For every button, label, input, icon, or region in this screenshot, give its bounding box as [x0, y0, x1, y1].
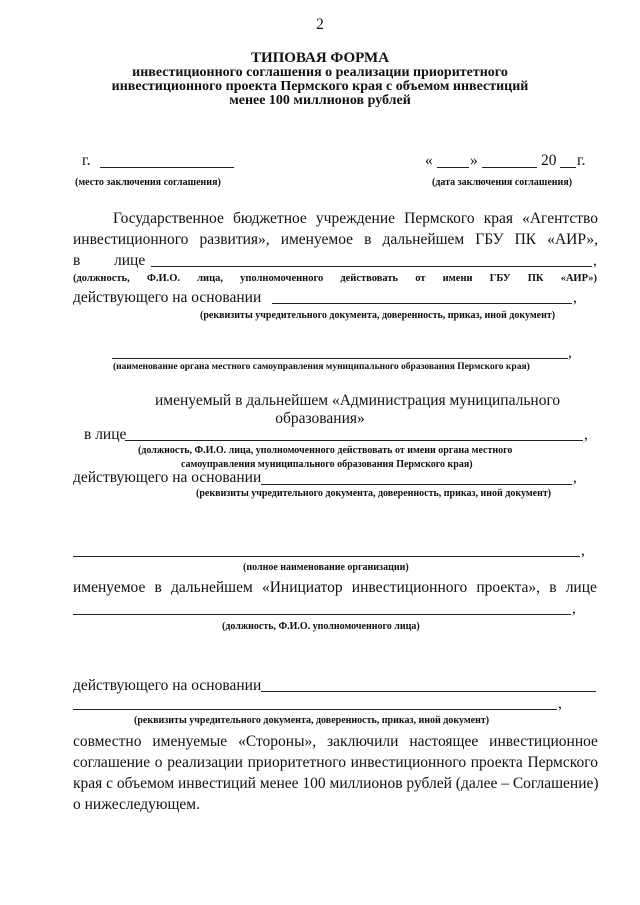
basis-caption: (реквизиты учредительного документа, доверенность, приказ, иной документ): [196, 488, 552, 499]
date-caption: (дата заключения соглашения): [432, 177, 573, 188]
date-quote-open: «: [425, 152, 433, 169]
word: настоящее: [409, 733, 479, 750]
place-caption: (место заключения соглашения): [75, 177, 221, 188]
word: инвестиционное: [489, 733, 598, 750]
word: именуемое: [280, 231, 354, 248]
basis-caption: (реквизиты учредительного документа, доверенность, приказ, иной документ): [200, 310, 556, 321]
word: учреждение: [315, 210, 396, 227]
word: ГБУ: [475, 231, 504, 248]
word: развития»,: [199, 231, 270, 248]
v-lice-label: лице: [114, 252, 146, 269]
word: бюджетное: [232, 210, 307, 227]
organization-field[interactable]: [73, 556, 580, 557]
city-prefix: г.: [82, 152, 91, 169]
party1-line2: [73, 231, 598, 249]
word: о: [154, 754, 163, 771]
representative-caption: (должность, Ф.И.О. лица, уполномоченного действовать от имени органа местного: [138, 445, 513, 456]
word: лица,: [197, 273, 224, 284]
representative-field[interactable]: [151, 266, 592, 267]
word: приоритетного: [247, 754, 346, 771]
organization-caption: (полное наименование организации): [243, 562, 409, 573]
comma: ,: [573, 289, 577, 306]
basis-caption: (реквизиты учредительного документа, доверенность, приказ, иной документ): [134, 715, 490, 726]
party1-line1: [113, 210, 598, 228]
party3-named-line: [73, 579, 597, 597]
word: реализации: [167, 754, 243, 771]
representative-caption: самоуправления муниципального образования Пермского края): [181, 459, 473, 470]
word: края: [483, 210, 514, 227]
word: совместно: [73, 733, 142, 750]
closing-line4: о нижеследующем.: [73, 796, 200, 813]
word: инвестиционного: [351, 579, 468, 596]
word: лице: [565, 579, 597, 596]
word: ПК: [527, 273, 544, 284]
party2-named-line1: именуемый в дальнейшем «Администрация муниципального: [155, 392, 561, 409]
word: уполномоченного: [240, 273, 324, 284]
comma: ,: [568, 344, 572, 361]
word: в: [549, 579, 557, 596]
comma: ,: [581, 542, 585, 559]
municipal-body-caption: (наименование органа местного самоуправления муниципального образования Пермского края): [113, 362, 530, 372]
basis-label: действующего на основании: [73, 289, 262, 306]
person-caption: (должность, Ф.И.О. уполномоченного лица): [222, 621, 420, 632]
year-field[interactable]: [560, 167, 576, 168]
word: Пермского: [404, 210, 475, 227]
basis-field[interactable]: [261, 484, 572, 485]
word: дальнейшем: [170, 579, 253, 596]
basis-label: действующего на основании: [73, 677, 262, 694]
comma: ,: [584, 426, 588, 443]
closing-line1: [73, 733, 598, 751]
v-lice-label: в лице: [84, 426, 127, 443]
word: Государственное: [113, 210, 224, 227]
date-quote-close: »: [470, 152, 478, 169]
comma: ,: [573, 469, 577, 486]
word: имени: [442, 273, 473, 284]
comma: ,: [558, 695, 562, 712]
word: (должность,: [73, 273, 130, 284]
basis-field[interactable]: [261, 691, 596, 692]
word: дальнейшем: [382, 231, 465, 248]
word: Пермского: [527, 754, 598, 771]
word: ГБУ: [489, 273, 511, 284]
subtitle-line: менее 100 миллионов рублей: [229, 93, 411, 108]
v-word: в: [73, 252, 81, 269]
document-title: ТИПОВАЯ ФОРМА: [250, 50, 390, 66]
party1-representative-caption: [73, 273, 597, 284]
year-suffix: г.: [577, 152, 586, 169]
comma: ,: [572, 600, 576, 617]
word: «АИР»,: [547, 231, 598, 248]
word: «Инициатор: [261, 579, 343, 596]
word: «Агентство: [522, 210, 598, 227]
word: заключили: [327, 733, 399, 750]
year-prefix: 20: [541, 152, 557, 169]
word: действовать: [340, 273, 399, 284]
closing-line3: края с объемом инвестиций менее 100 миллионов рублей (далее – Соглашение): [73, 775, 599, 792]
word: именуемые: [152, 733, 228, 750]
page-number: 2: [316, 16, 324, 33]
word: проекта: [470, 754, 523, 771]
month-field[interactable]: [482, 167, 537, 168]
word: Ф.И.О.: [146, 273, 181, 284]
basis-field[interactable]: [272, 303, 572, 304]
document-subtitle: [0, 66, 640, 108]
closing-line2: [73, 754, 598, 772]
representative-field[interactable]: [125, 440, 583, 441]
subtitle-line: инвестиционного проекта Пермского края с объемом инвестиций: [111, 79, 529, 94]
comma: ,: [593, 252, 597, 269]
basis-field-continued[interactable]: [73, 709, 557, 710]
word: инвестиционного: [350, 754, 467, 771]
word: «АИР»): [560, 273, 597, 284]
word: именуемое: [73, 579, 146, 596]
party2-named-line2: образования»: [275, 410, 365, 427]
word: проекта»,: [476, 579, 541, 596]
word: соглашение: [73, 754, 151, 771]
word: в: [364, 231, 372, 248]
word: в: [154, 579, 162, 596]
subtitle-line: инвестиционного соглашения о реализации приоритетного: [132, 65, 508, 80]
word: инвестиционного: [73, 231, 189, 248]
word: от: [415, 273, 426, 284]
municipal-body-field[interactable]: [112, 358, 568, 359]
basis-label: действующего на основании: [73, 469, 262, 486]
person-field[interactable]: [73, 614, 571, 615]
place-field[interactable]: [100, 167, 234, 168]
word: «Стороны»,: [238, 733, 317, 750]
day-field[interactable]: [437, 167, 469, 168]
word: ПК: [514, 231, 537, 248]
